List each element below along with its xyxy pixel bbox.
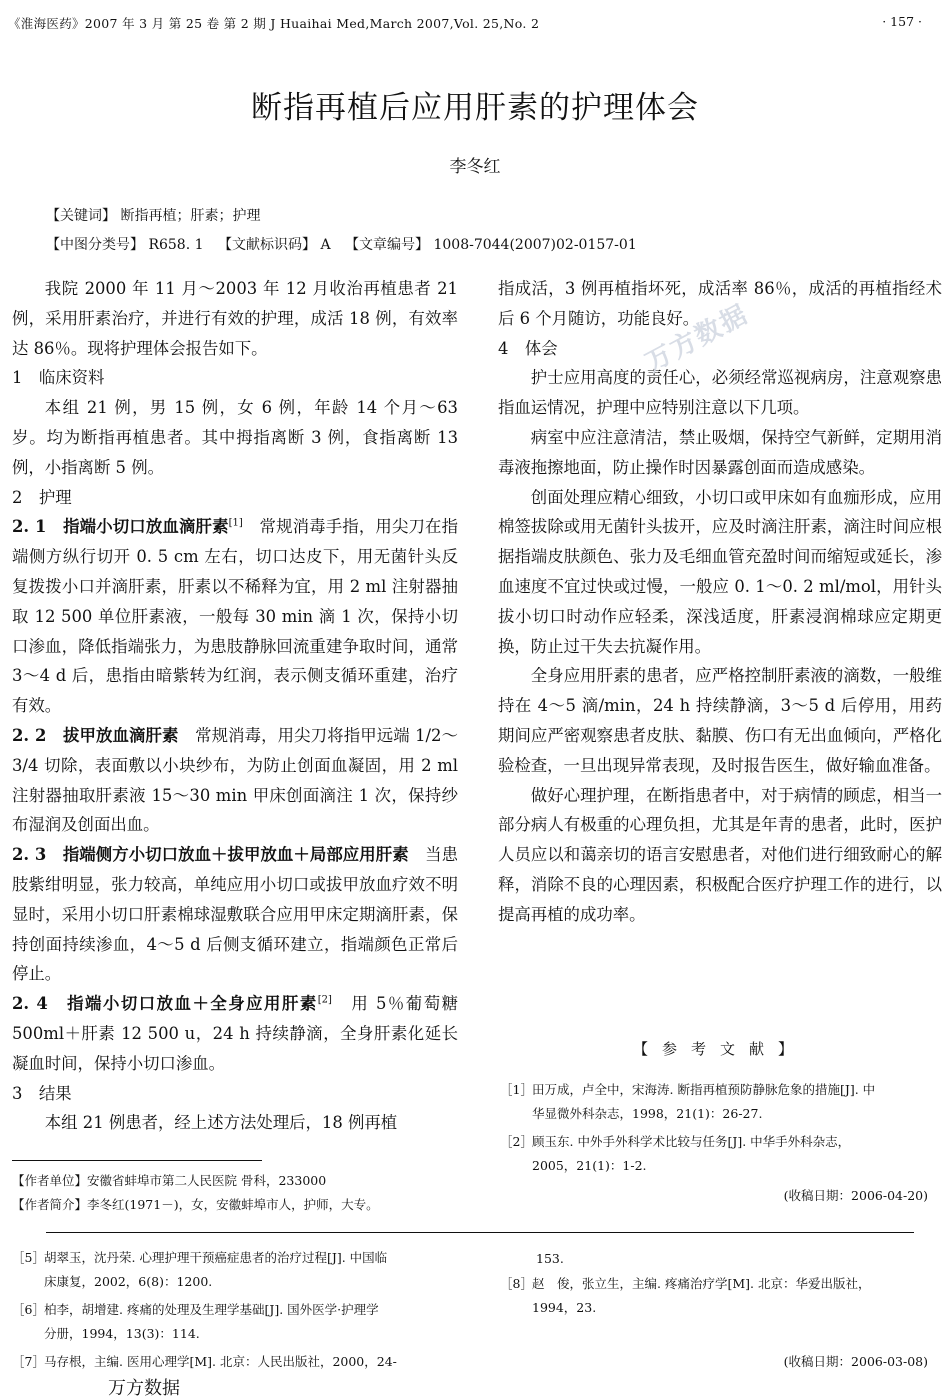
reference-text-line: 2005，21(1)：1-2. (532, 1158, 647, 1173)
reference-continuation: 153. (536, 1251, 564, 1266)
author: 李冬红 (449, 157, 501, 177)
keywords-line (46, 205, 260, 225)
reference-number: ［2］ (500, 1134, 533, 1149)
section-4-p2: 病室中应注意清洁，禁止吸烟，保持空气新鲜，定期用消毒液拖擦地面，防止操作时因暴露创面而造成感染。 (498, 427, 942, 477)
clc-label: 【中图分类号】 (46, 237, 144, 253)
received-date: (收稿日期：2006-03-08) (783, 1354, 928, 1369)
clc-value: R658. 1 (148, 237, 204, 253)
keywords-label: 【关键词】 (46, 208, 116, 224)
received-date: (收稿日期：2006-04-20) (783, 1188, 928, 1203)
reference-text-line: 柏李，胡增建. 疼痛的处理及生理学基础[J]. 国外医学·护理学 (44, 1302, 379, 1317)
section-divider (46, 1232, 914, 1233)
reference-text-line: 床康复，2002，6(8)：1200. (44, 1274, 213, 1289)
section-4-heading: 4 体会 (498, 338, 558, 358)
doc-label: 【文献标识码】 (217, 237, 316, 253)
section-2-4-heading: 2. 4 指端小切口放血＋全身应用肝素 (12, 994, 318, 1014)
section-4-p4: 全身应用肝素的患者，应严格控制肝素液的滴数，一般维持在 4～5 滴/min，24 h 持续静滴，3～5 d 后停用，用药期间应严密观察患者皮肤、黏膜、伤口有无出血倾向，严格化验检查，一旦出现异常表现，及时报告医生，做好输血准备。 (498, 666, 942, 775)
reference-text-line: 顾玉东. 中外手外科学术比较与任务[J]. 中华手外科杂志， (532, 1134, 851, 1149)
reference-item (12, 1246, 472, 1294)
reference-text-line: 华显微外科杂志，1998，21(1)：26-27. (532, 1106, 763, 1121)
section-2-2-heading: 2. 2 拔甲放血滴肝素 (12, 725, 179, 745)
reference-text-line: 分册，1994，13(3)：114. (44, 1326, 200, 1341)
section-4-p3: 创面处理应精心细致，小切口或甲床如有血痂形成，应用棉签拔除或用无菌针头拔开，应及时滴注肝素，滴注时间应根据指端皮肤颜色、张力及毛细血管充盈时间而缩短或延长，渗血速度不宜过快或过慢，一般应 0. 1～0. 2 ml/mol，用针头拔小切口时动作应轻柔，深浅适度，肝素浸润棉球应定期更换，防止过干失去抗凝作用。 (498, 487, 942, 656)
running-header: 《淮海医药》2007 年 3 月 第 25 卷 第 2 期 J Huaihai Med,March 2007,Vol. 25,No. 2 (8, 16, 540, 31)
reference-number: ［1］ (500, 1082, 533, 1097)
section-2-4-text: 用 5％葡萄糖 500ml＋肝素 12 500 u，24 h 持续静滴，全身肝素化延长凝血时间，保持小切口渗血。 (12, 994, 458, 1073)
reference-item (12, 1298, 472, 1346)
section-1-text: 本组 21 例，男 15 例，女 6 例，年龄 14 个月～63 岁。均为断指再植患者。其中拇指离断 3 例，食指离断 13 例，小指离断 5 例。 (12, 398, 458, 477)
section-2-3-heading: 2. 3 指端侧方小切口放血＋拔甲放血＋局部应用肝素 (12, 845, 409, 865)
watermark-stamp: 万方数据 (640, 299, 754, 379)
reference-number: ［5］ (12, 1250, 45, 1265)
article-title: 断指再植后应用肝素的护理体会 (251, 90, 699, 126)
section-3-text: 本组 21 例患者，经上述方法处理后，18 例再植 (44, 1113, 398, 1133)
reference-text-line: 田万成，卢全中，宋海涛. 断指再植预防静脉危象的措施[J]. 中 (532, 1082, 876, 1097)
reference-text-line: 赵 俊，张立生，主编. 疼痛治疗学[M]. 北京：华爱出版社， (532, 1276, 871, 1291)
author-unit: 【作者单位】安徽省蚌埠市第二人民医院 骨科，233000 (12, 1173, 327, 1188)
reference-item (12, 1350, 472, 1374)
right-column (498, 274, 942, 930)
page-number: · 157 · (882, 14, 922, 29)
reference-text-line: 马存根，主编. 医用心理学[M]. 北京：人民出版社，2000，24- (44, 1354, 397, 1369)
section-2-3-text: 当患肢紫绀明显，张力较高，单纯应用小切口或拔甲放血疗效不明显时，采用小切口肝素棉球湿敷联合应用甲床定期滴肝素，保持创面持续渗血，4～5 d 后侧支循环建立，指端颜色正常后停止。 (12, 845, 458, 984)
section-2-2 (12, 721, 458, 840)
keywords-value: 断指再植；肝素；护理 (120, 208, 261, 224)
citation-2: [2] (317, 994, 332, 1006)
section-2-1 (12, 512, 458, 721)
reference-item (500, 1078, 942, 1126)
left-column (12, 274, 458, 1138)
reference-item (500, 1130, 942, 1178)
section-2-3 (12, 840, 458, 989)
article-label: 【文章编号】 (345, 237, 430, 253)
continued-text: 指成活，3 例再植指坏死，成活率 86％，成活的再植指经术后 6 个月随访，功能良好。 (498, 279, 942, 328)
references-heading: 【参考文献】 (632, 1040, 807, 1058)
section-4-p1: 护士应用高度的责任心，必须经常巡视病房，注意观察患指血运情况，护理中应特别注意以下几项。 (498, 368, 942, 418)
reference-item (500, 1272, 942, 1320)
section-2-1-text: 常规消毒手指，用尖刀在指端侧方纵行切开 0. 5 cm 左右，切口达皮下，用无菌针头反复拨拨小口并滴肝素，肝素以不稀释为宜，用 2 ml 注射器抽取 12 500 单位肝素液，一般每 30 min 滴 1 次，保持小切口渗血，降低指端张力，为患肢静脉回流重建争取时间，通常 3～4 d 后，患指由暗紫转为红润，表示侧支循环重建，治疗有效。 (12, 517, 458, 716)
doc-value: A (320, 237, 331, 253)
section-2-4 (12, 989, 458, 1078)
reference-number: ［7］ (12, 1354, 45, 1369)
reference-number: ［6］ (12, 1302, 45, 1317)
reference-number: ［8］ (500, 1276, 533, 1291)
classification-line (46, 234, 637, 254)
article-value: 1008-7044(2007)02-0157-01 (433, 237, 637, 253)
section-1-heading: 1 临床资料 (12, 368, 105, 388)
section-4-p5: 做好心理护理，在断指患者中，对于病情的顾虑，相当一部分病人有极重的心理负担，尤其是年青的患者，此时，医护人员应以和蔼亲切的语言安慰患者，对他们进行细致耐心的解释，消除不良的心理因素，积极配合医疗护理工作的进行，以提高再植的成功率。 (498, 785, 942, 924)
citation-1: [1] (228, 517, 243, 529)
section-2-heading: 2 护理 (12, 487, 72, 507)
section-2-1-heading: 2. 1 指端小切口放血滴肝素 (12, 517, 229, 537)
section-2-2-text: 常规消毒，用尖刀将指甲远端 1/2～3/4 切除，表面敷以小块纱布，为防止创面血凝固，用 2 ml 注射器抽取肝素液 15～30 min 甲床创面滴注 1 次，保持纱布湿润及创面出血。 (12, 725, 458, 835)
reference-text-line: 1994，23. (532, 1300, 597, 1315)
author-bio: 【作者简介】李冬红(1971－)，女，安徽蚌埠市人，护师，大专。 (12, 1197, 379, 1212)
footnote-rule (12, 1160, 262, 1161)
watermark-text: 万方数据 (108, 1378, 180, 1399)
section-3-heading: 3 结果 (12, 1083, 72, 1103)
reference-text-line: 胡翠玉，沈丹荣. 心理护理干预癌症患者的治疗过程[J]. 中国临 (44, 1250, 388, 1265)
intro-paragraph: 我院 2000 年 11 月～2003 年 12 月收治再植患者 21 例，采用肝素治疗，并进行有效的护理，成活 18 例，有效率达 86％。现将护理体会报告如下。 (12, 279, 458, 358)
